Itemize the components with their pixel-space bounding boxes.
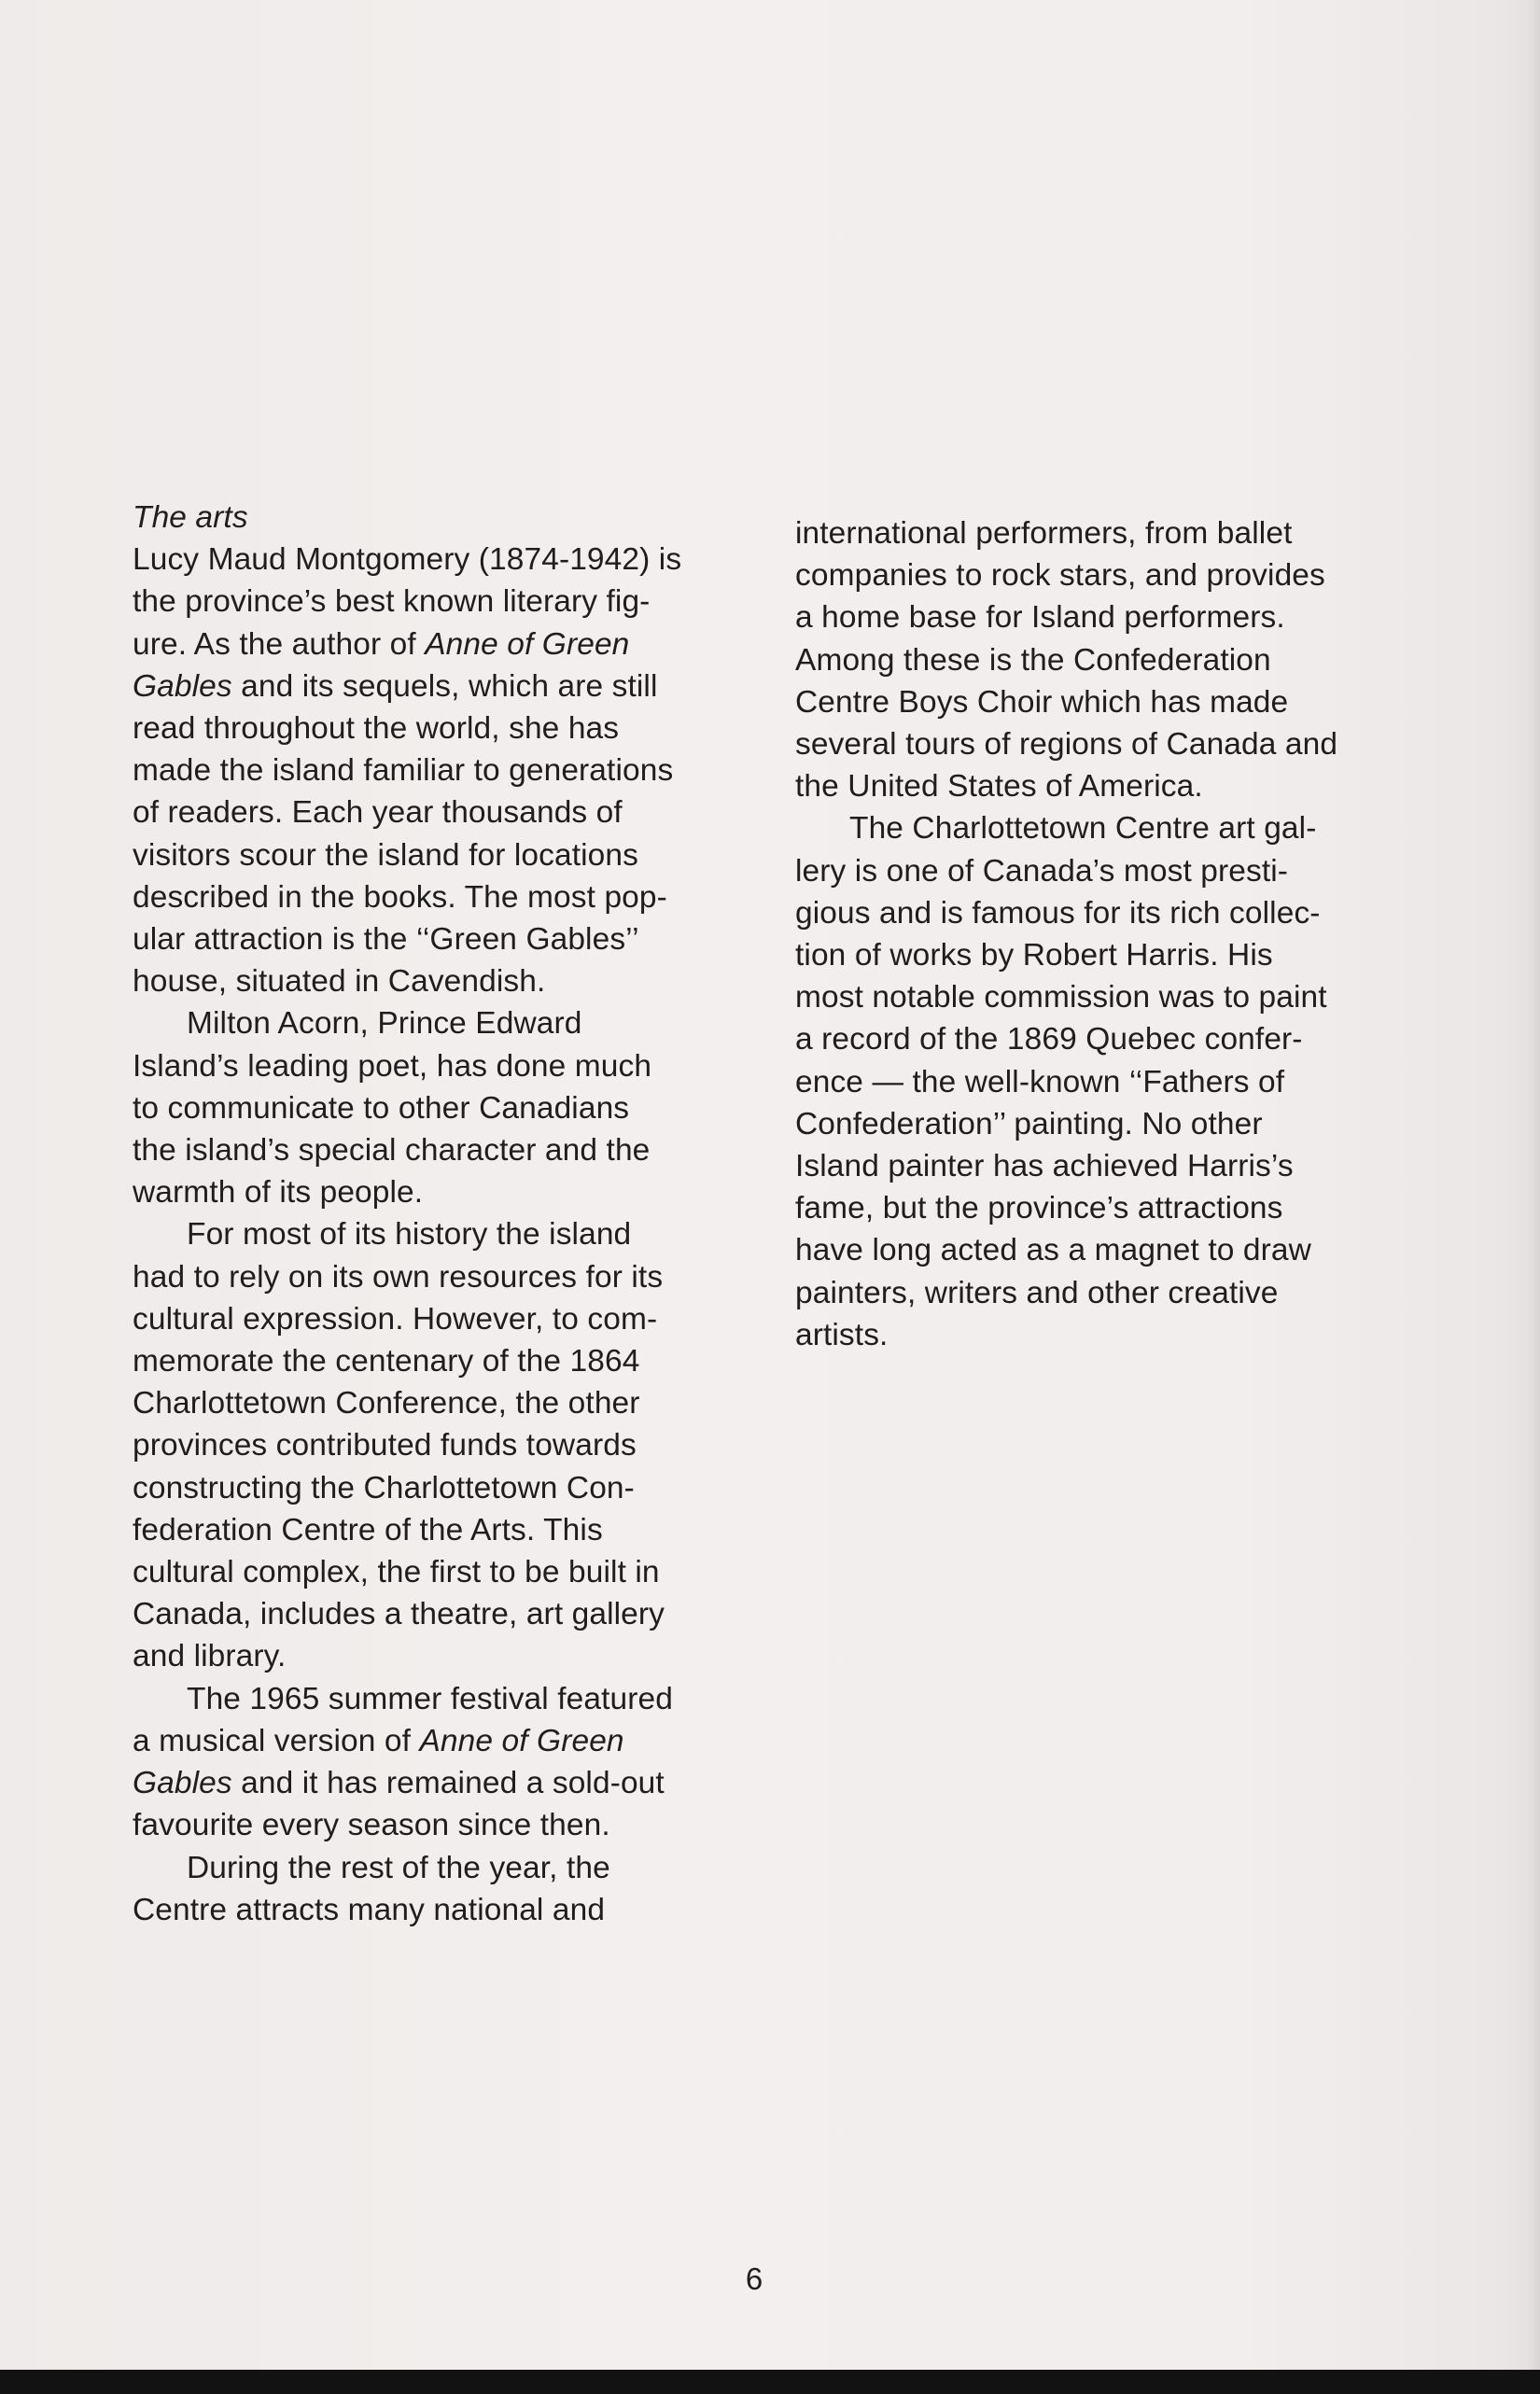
text-line: had to rely on its own resources for its <box>133 1259 664 1295</box>
text-line: the province’s best known literary fig- <box>133 584 651 620</box>
text-line: Confederation’’ painting. No other <box>795 1106 1263 1141</box>
text-line: most notable commission was to paint <box>795 980 1327 1015</box>
book-title: Anne of Green <box>419 1723 624 1758</box>
text-line: The Charlottetown Centre art gal- <box>849 811 1317 847</box>
scan-bottom-edge <box>0 2370 1540 2394</box>
left-column <box>133 497 758 1931</box>
page-number: 6 <box>745 2261 763 2296</box>
right-column-text <box>795 512 1422 1356</box>
text-line: to communicate to other Canadians <box>133 1090 630 1126</box>
text-line: Island’s leading poet, has done much <box>133 1048 652 1084</box>
text-line: memorate the centenary of the 1864 <box>133 1344 640 1379</box>
text-line: Centre Boys Choir which has made <box>795 684 1289 720</box>
text-line: and library. <box>133 1639 287 1674</box>
text-line: Charlottetown Conference, the other <box>133 1386 640 1421</box>
text-line: described in the books. The most pop- <box>133 879 667 915</box>
text-line: companies to rock stars, and provides <box>795 558 1325 594</box>
text-line: ure. As the author of Anne of Green <box>133 626 630 662</box>
text-line: Island painter has achieved Harris’s <box>795 1149 1294 1184</box>
text-line: a home base for Island performers. <box>795 600 1285 636</box>
text-line: cultural complex, the first to be built in <box>133 1555 660 1590</box>
text-line: Canada, includes a theatre, art gallery <box>133 1597 665 1632</box>
text-line: Among these is the Confederation <box>795 642 1271 678</box>
text-line: For most of its history the island <box>187 1217 632 1253</box>
text-line: of readers. Each year thousands of <box>133 795 623 831</box>
text-line: warmth of its people. <box>133 1175 424 1211</box>
text-line: ence — the well-known ‘‘Fathers of <box>795 1064 1285 1099</box>
page-right-edge-shadow <box>1527 0 1540 2371</box>
text-line: made the island familiar to generations <box>133 753 674 789</box>
text-line: Lucy Maud Montgomery (1874-1942) is <box>133 542 682 578</box>
text-line: the United States of America. <box>795 769 1203 805</box>
right-column <box>795 512 1422 1356</box>
text-line: Gables and it has remained a sold-out <box>133 1766 665 1801</box>
text-line: Centre attracts many national and <box>133 1892 606 1927</box>
text-line: painters, writers and other creative <box>795 1275 1279 1310</box>
text-line: a record of the 1869 Quebec confer- <box>795 1022 1303 1057</box>
text-line: The 1965 summer festival featured <box>187 1681 673 1716</box>
text-line: Gables and its sequels, which are still <box>133 668 658 704</box>
text-line: several tours of regions of Canada and <box>795 727 1338 763</box>
text-line: gious and is famous for its rich collec- <box>795 895 1321 931</box>
text-line: have long acted as a magnet to draw <box>795 1233 1311 1268</box>
text-line: Milton Acorn, Prince Edward <box>187 1006 582 1042</box>
text-line: federation Centre of the Arts. This <box>133 1512 603 1547</box>
text-line: lery is one of Canada’s most presti- <box>795 853 1289 889</box>
text-line: visitors scour the island for locations <box>133 837 638 873</box>
text-line: ular attraction is the ‘‘Green Gables’’ <box>133 922 639 958</box>
text-line: house, situated in Cavendish. <box>133 964 546 1000</box>
text-line: fame, but the province’s attractions <box>795 1191 1283 1226</box>
text-line: tion of works by Robert Harris. His <box>795 938 1273 973</box>
book-title: Anne of Green <box>425 626 630 662</box>
left-column-text <box>133 539 758 1931</box>
text-line: constructing the Charlottetown Con- <box>133 1470 635 1505</box>
text-line: favourite every season since then. <box>133 1808 610 1843</box>
book-title: Gables <box>133 1766 232 1801</box>
text-line: During the rest of the year, the <box>187 1850 610 1885</box>
section-heading: The arts <box>133 500 248 535</box>
text-line: cultural expression. However, to com- <box>133 1301 658 1337</box>
text-line: provinces contributed funds towards <box>133 1428 637 1463</box>
book-title: Gables <box>133 668 232 704</box>
text-line: a musical version of Anne of Green <box>133 1723 624 1758</box>
text-line: the island’s special character and the <box>133 1133 651 1169</box>
text-line: read throughout the world, she has <box>133 711 620 747</box>
text-line: artists. <box>795 1317 889 1352</box>
text-line: international performers, from ballet <box>795 516 1293 551</box>
